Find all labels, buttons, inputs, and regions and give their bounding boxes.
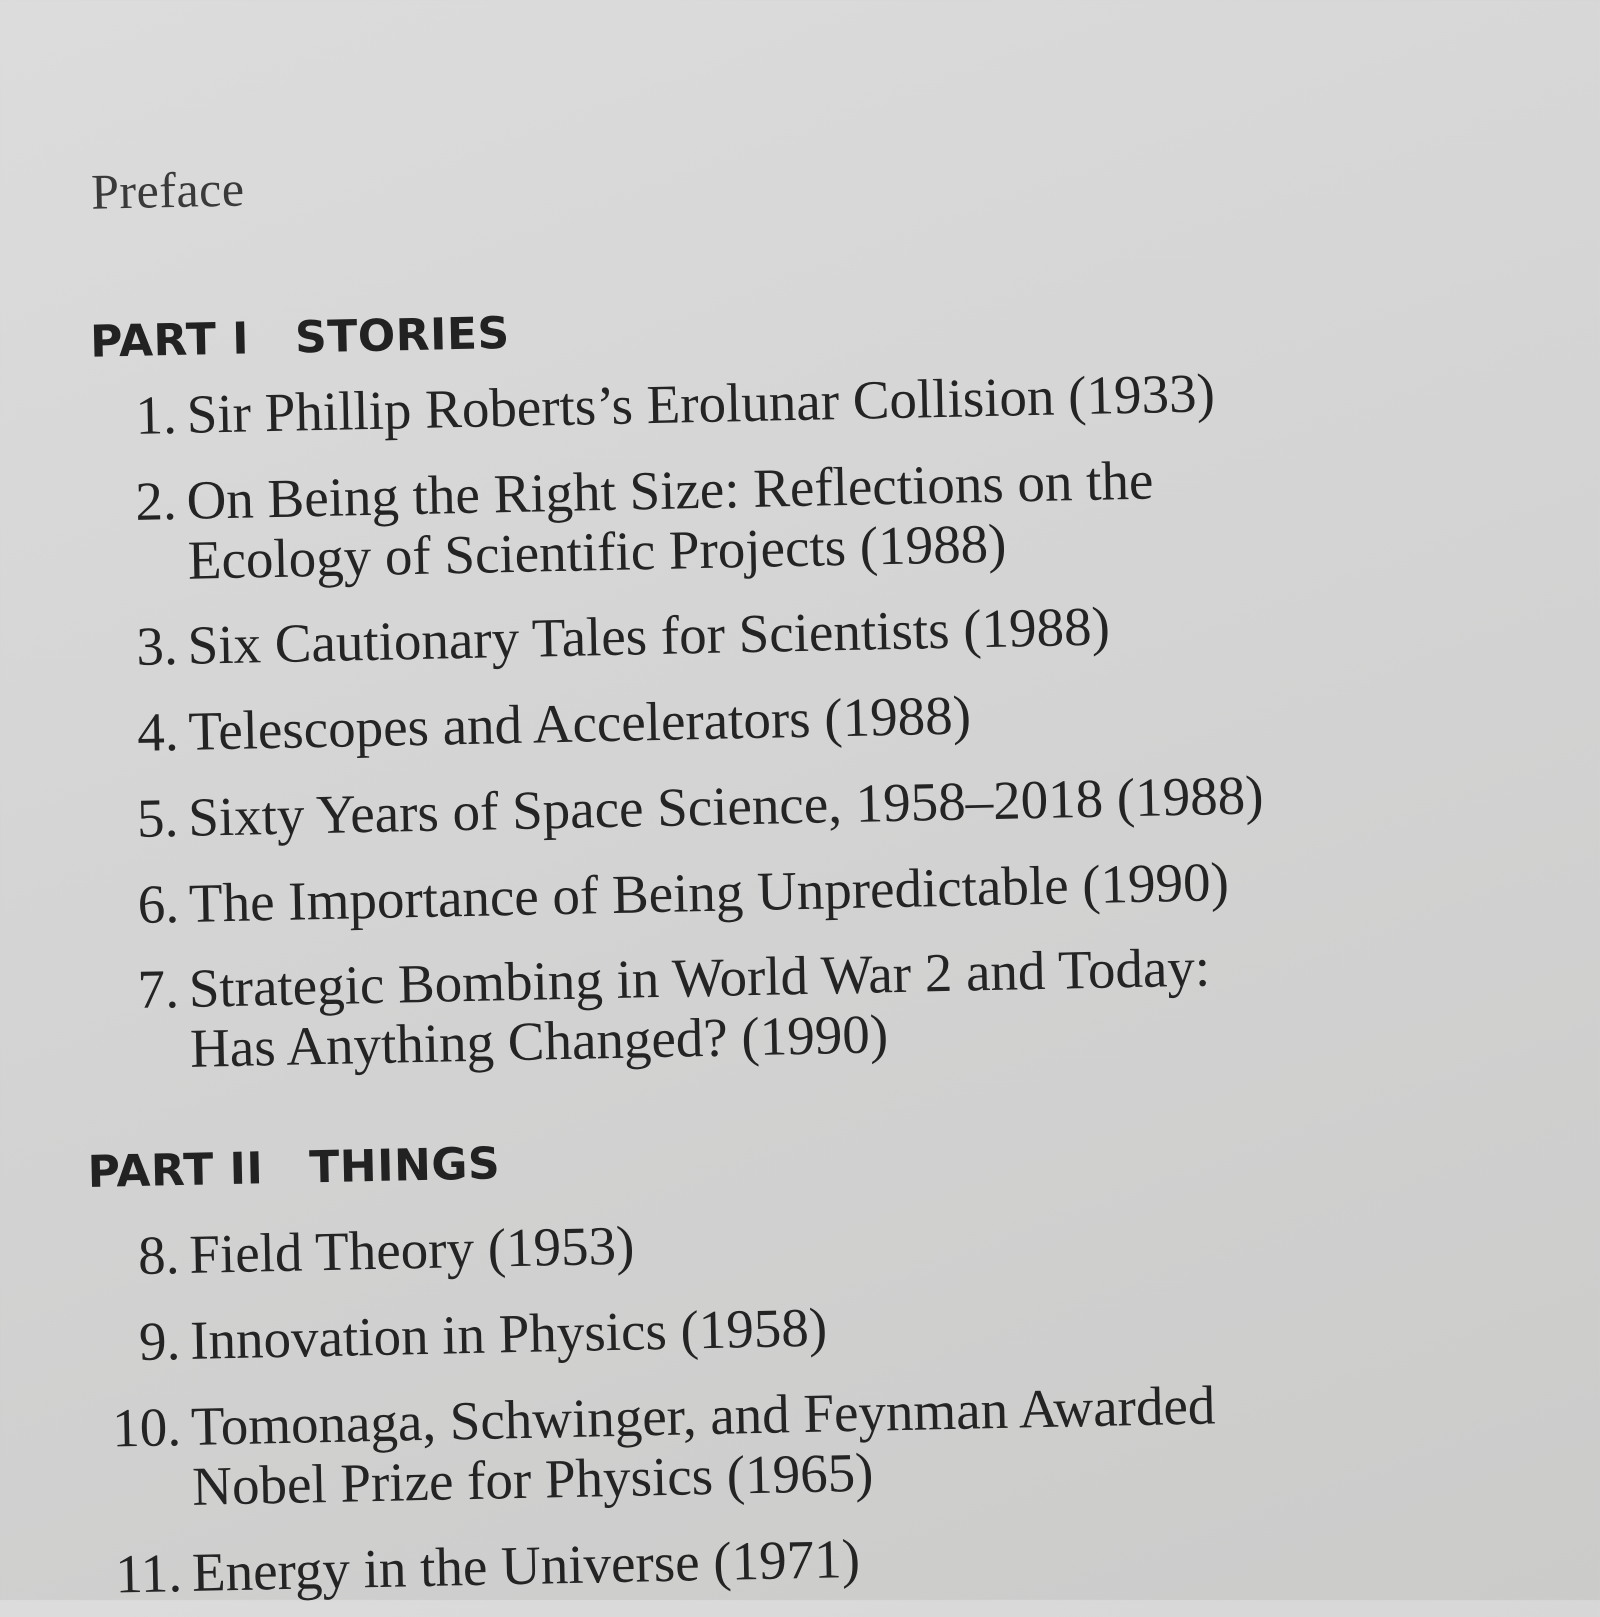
toc-entry-5 bbox=[136, 764, 1265, 849]
entry-title-continued: Nobel Prize for Physics (1965) bbox=[191, 1441, 875, 1517]
part-2-label: PART II bbox=[87, 1143, 264, 1198]
part-1-label: PART I bbox=[89, 313, 250, 368]
entry-title-continued: Has Anything Changed? (1990) bbox=[189, 1003, 889, 1079]
entry-number: 9. bbox=[138, 1310, 181, 1372]
part-2-title: THINGS bbox=[308, 1138, 501, 1194]
entry-number: 2. bbox=[134, 469, 178, 532]
entry-title: Sir Phillip Roberts’s Erolunar Collision (1933) bbox=[186, 362, 1216, 445]
entry-number: 1. bbox=[134, 383, 178, 446]
entry-title: Tomonaga, Schwinger, and Feynman Awarded bbox=[190, 1374, 1216, 1457]
toc-entry-9 bbox=[138, 1296, 828, 1372]
entry-title: Energy in the Universe (1971) bbox=[191, 1527, 861, 1603]
entry-number: 10. bbox=[111, 1396, 182, 1459]
entry-title: Field Theory (1953) bbox=[188, 1214, 635, 1285]
toc-entry-11 bbox=[114, 1527, 861, 1605]
entry-number: 7. bbox=[136, 958, 180, 1020]
part-1-title: STORIES bbox=[294, 307, 511, 364]
entry-title: On Being the Right Size: Reflections on the bbox=[185, 449, 1154, 531]
entry-number: 6. bbox=[137, 873, 180, 935]
toc-entry-1 bbox=[134, 362, 1216, 446]
entry-number: 5. bbox=[136, 787, 179, 849]
toc-entry-3 bbox=[135, 595, 1111, 677]
preface-heading: Preface bbox=[90, 160, 246, 220]
toc-entry-2 bbox=[134, 449, 1155, 591]
toc-entry-4 bbox=[136, 684, 972, 763]
part-1-heading bbox=[90, 308, 510, 368]
toc-entry-6 bbox=[137, 851, 1230, 935]
entry-title: Six Cautionary Tales for Scientists (1988) bbox=[186, 595, 1111, 676]
entry-title: Sixty Years of Space Science, 1958–2018 (1988) bbox=[187, 764, 1265, 848]
part-2-heading bbox=[87, 1138, 501, 1198]
entry-number: 11. bbox=[114, 1542, 183, 1605]
entry-title-continued: Ecology of Scientific Projects (1988) bbox=[187, 512, 1008, 591]
entry-number: 4. bbox=[136, 701, 180, 763]
entry-title: Telescopes and Accelerators (1988) bbox=[187, 684, 972, 762]
entry-number: 3. bbox=[135, 615, 179, 677]
toc-entry-7 bbox=[136, 936, 1212, 1079]
entry-title: Strategic Bombing in World War 2 and Today: bbox=[188, 936, 1211, 1019]
entry-number: 8. bbox=[137, 1224, 181, 1286]
entry-title: The Importance of Being Unpredictable (1990) bbox=[188, 851, 1230, 934]
toc-entry-8 bbox=[137, 1214, 635, 1286]
entry-title: Innovation in Physics (1958) bbox=[189, 1296, 828, 1371]
toc-entry-10 bbox=[111, 1374, 1217, 1517]
